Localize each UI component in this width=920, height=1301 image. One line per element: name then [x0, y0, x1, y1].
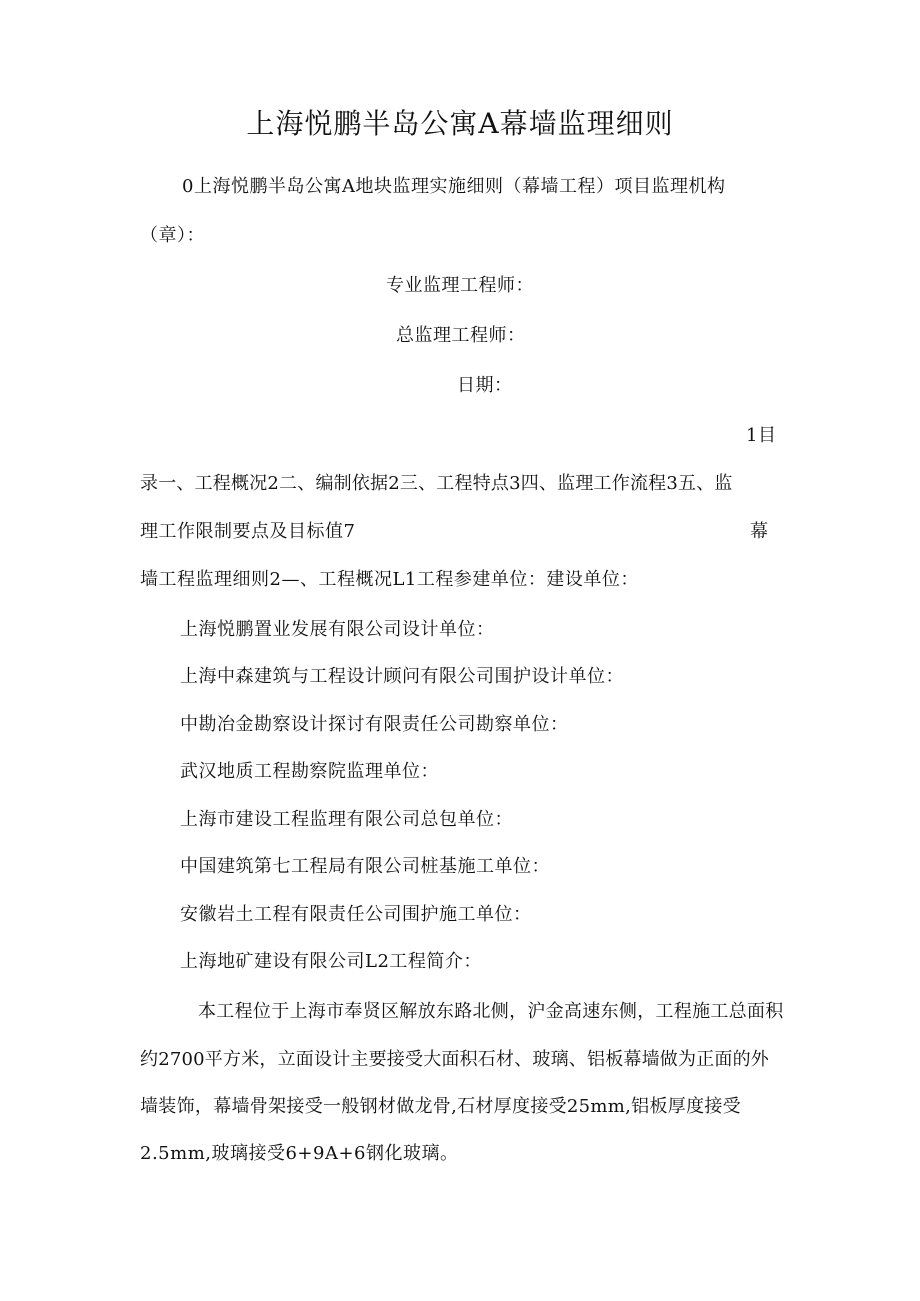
document-title: 上海悦鹏半岛公寓A幕墙监理细则: [246, 107, 674, 140]
cover-line-1: 0上海悦鹏半岛公寓A地块监理实施细则（幕墙工程）项目监理机构: [182, 176, 726, 197]
unit-line: 中国建筑第七工程局有限公司桩基施工单位：: [180, 856, 550, 877]
toc-line: 录一、工程概况2二、编制依据2三、工程特点3四、监理工作流程3五、监: [140, 473, 733, 494]
chief-engineer-label: 总监理工程师：: [396, 325, 526, 346]
toc-heading-fragment: 1目: [746, 425, 777, 446]
intro-paragraph-line: 墙装饰，幕墙骨架接受一般钢材做龙骨,石材厚度接受25mm,铝板厚度接受: [140, 1096, 741, 1117]
unit-line: 上海中森建筑与工程设计顾问有限公司围护设计单位：: [180, 666, 624, 687]
intro-paragraph-line: 约2700平方米，立面设计主要接受大面积石材、玻璃、铝板幕墙做为正面的外: [140, 1049, 770, 1070]
unit-line: 安徽岩土工程有限责任公司围护施工单位：: [180, 904, 532, 925]
date-label: 日期：: [457, 375, 513, 396]
cover-line-2: （章）：: [140, 225, 205, 246]
toc-line-continued: 理工作限制要点及目标值7: [140, 521, 356, 542]
intro-paragraph-line: 2.5mm,玻璃接受6+9A+6钢化玻璃。: [140, 1143, 459, 1164]
unit-line: 中勘冶金勘察设计探讨有限责任公司勘察单位：: [180, 714, 569, 735]
unit-line: 上海悦鹏置业发展有限公司设计单位：: [180, 619, 495, 640]
toc-line-fragment: 幕: [750, 521, 769, 542]
section-1-heading: 墙工程监理细则2—、工程概况L1工程参建单位：建设单位：: [140, 569, 639, 590]
project-intro-heading: 上海地矿建设有限公司L2工程简介：: [180, 951, 482, 972]
intro-paragraph-line: 本工程位于上海市奉贤区解放东路北侧，沪金高速东侧，工程施工总面积: [198, 1001, 784, 1022]
unit-line: 上海市建设工程监理有限公司总包单位：: [180, 809, 513, 830]
unit-line: 武汉地质工程勘察院监理单位：: [180, 761, 439, 782]
specialist-engineer-label: 专业监理工程师：: [386, 275, 534, 296]
